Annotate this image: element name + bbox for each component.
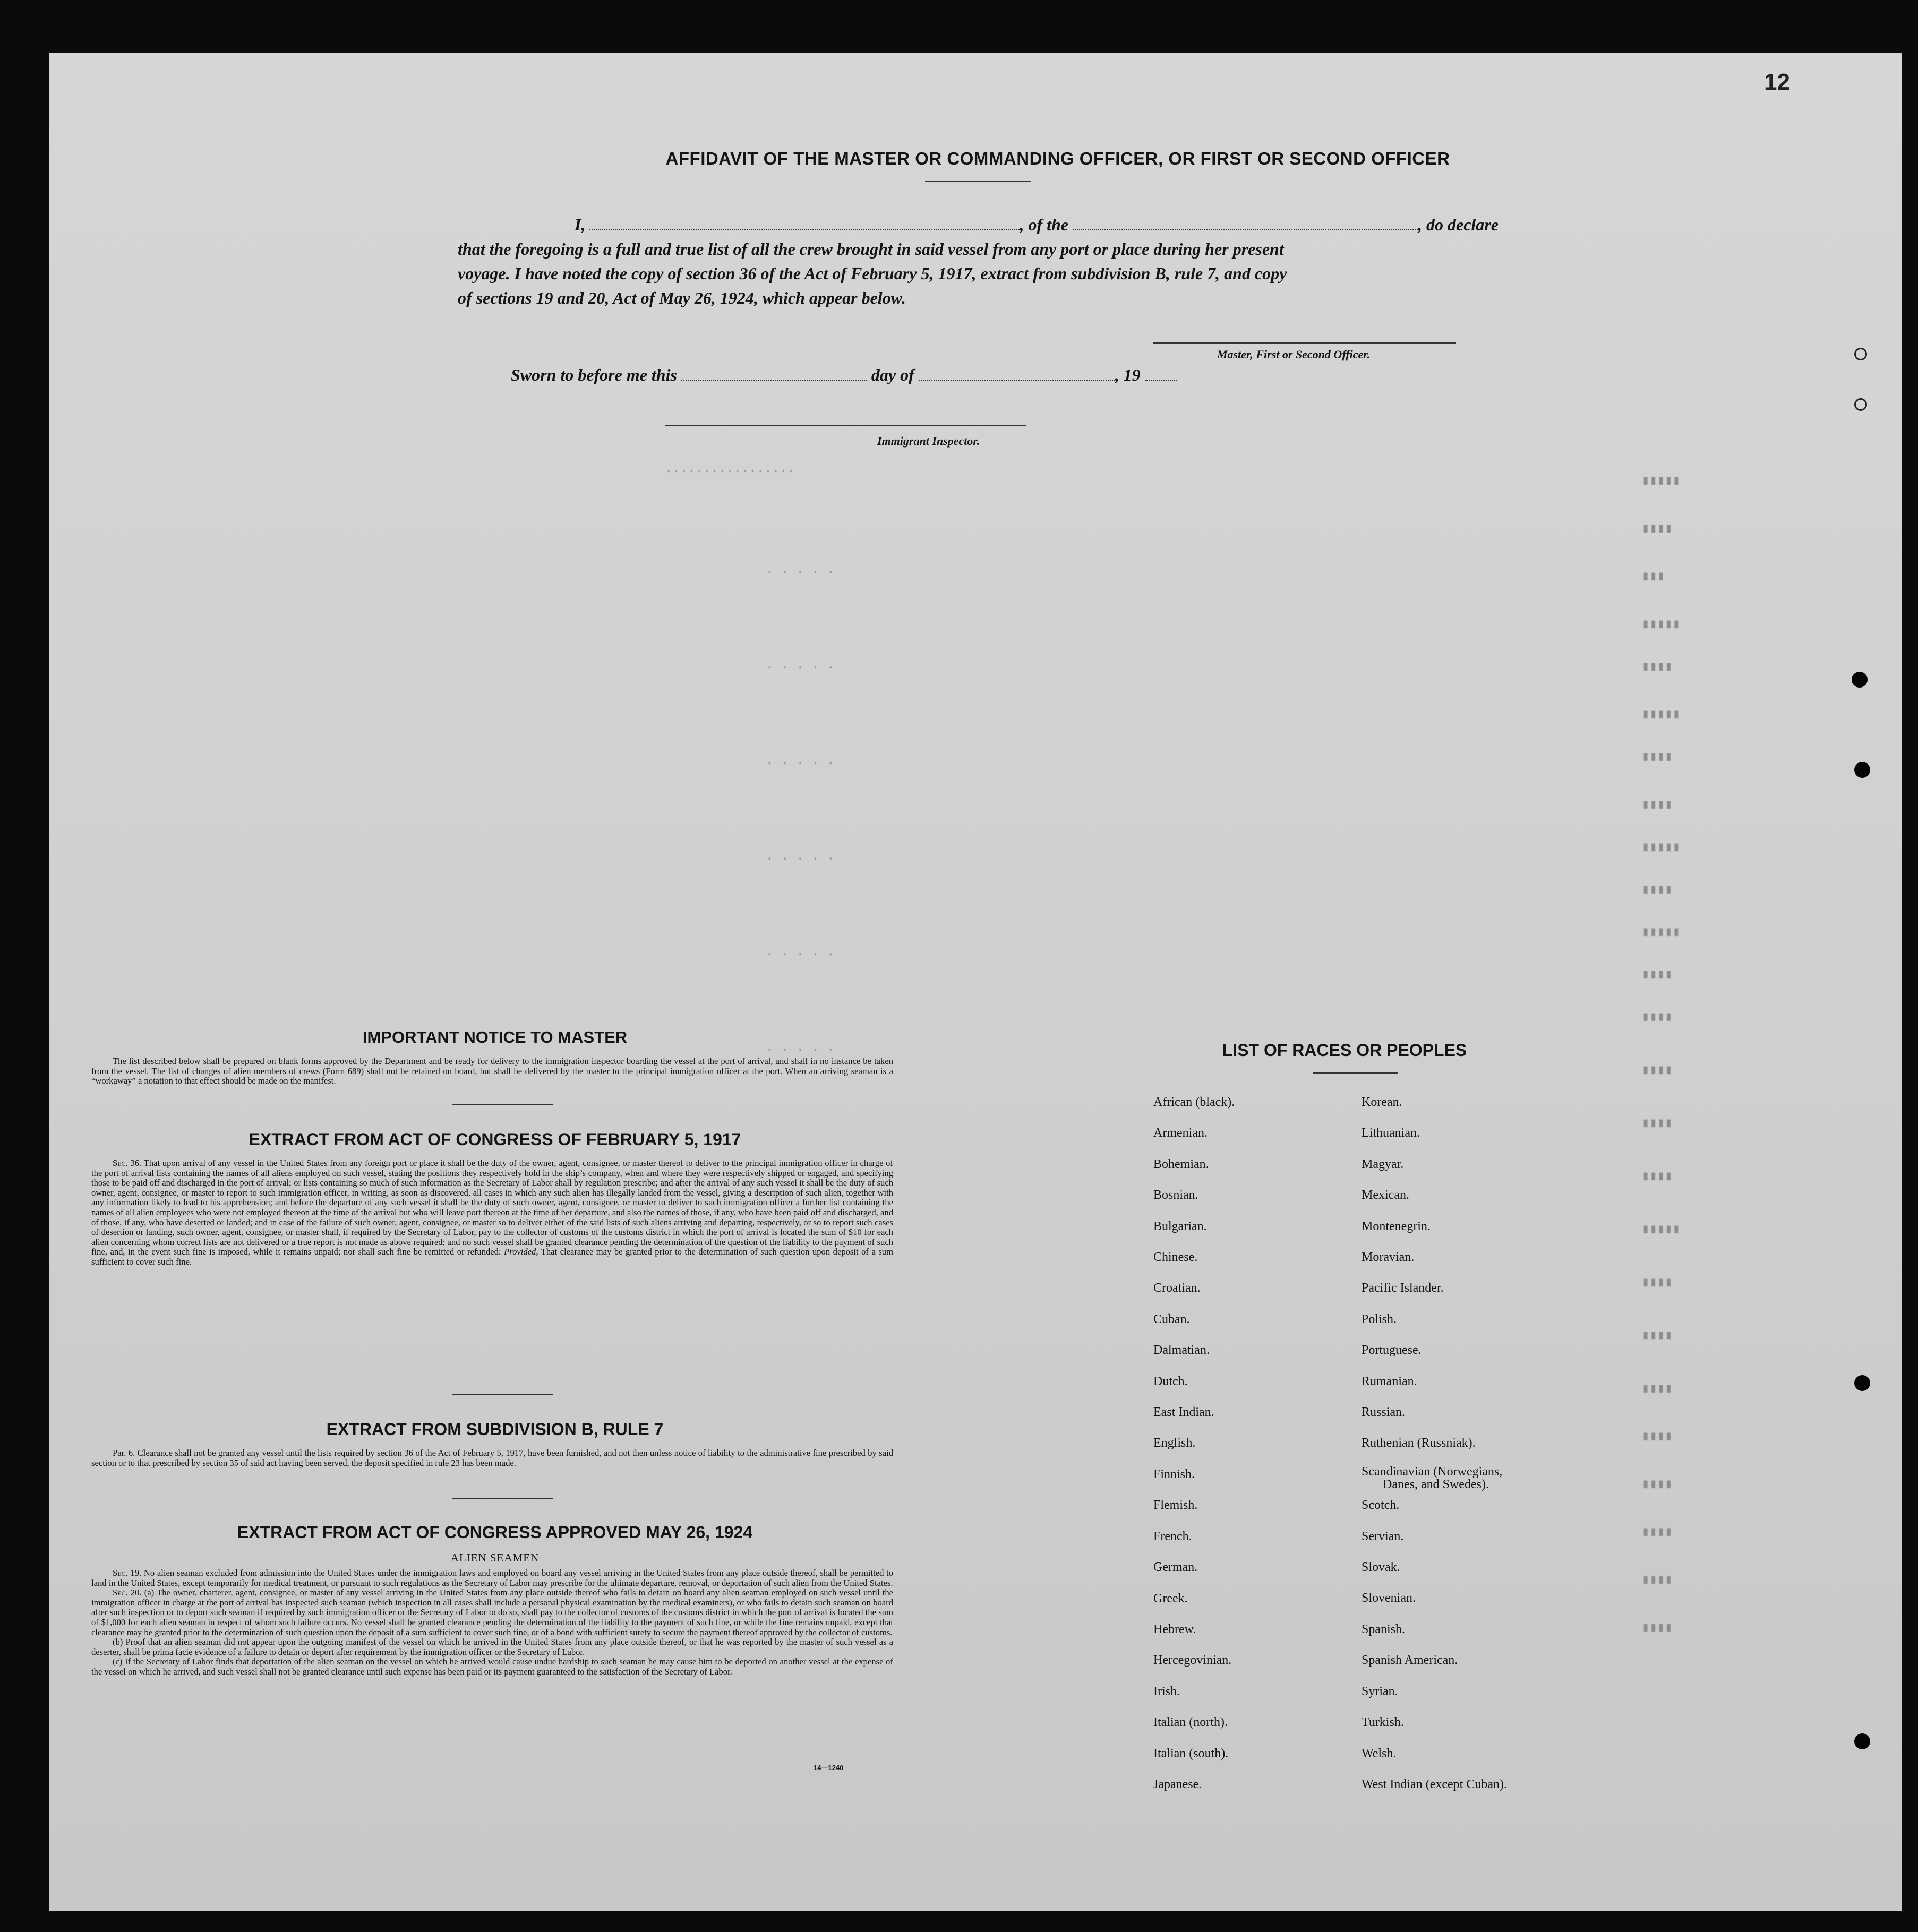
master-signature-line[interactable] [1153,342,1456,344]
race-item: Mexican. [1362,1188,1409,1203]
race-item: Finnish. [1153,1467,1195,1481]
sec19-paragraph [91,1568,893,1588]
race-item: Japanese. [1153,1777,1202,1791]
notice-text: The list described below shall be prepared on blank forms approved by the Department and be ready for delivery to the immigration inspector boarding the vessel at the port of arrival, and shall in no instance be taken from the vessel. The list of changes of alien members of crews (Form 689) shall not be retained on board, but shall be delivered by the master to the principal immigration officer at the port. When an arriving seaman is a “workaway” a notation to that effect should be made on the manifest. [91,1056,893,1086]
race-item: Italian (north). [1153,1715,1228,1730]
extract-1917-text [91,1158,893,1267]
race-item: Bosnian. [1153,1188,1198,1203]
race-item: German. [1153,1560,1198,1575]
declaration-of-the: , of the [1020,215,1068,234]
race-item: Turkish. [1362,1715,1404,1730]
race-item: Hebrew. [1153,1622,1196,1636]
page-number-corner: 12 [1764,69,1790,95]
sworn-year-prefix: , 19 [1115,365,1141,384]
race-item: Slovak. [1362,1560,1400,1575]
affidavit-title-rule [925,181,1031,182]
declaration-do-declare: , do declare [1418,215,1499,234]
race-item: Bohemian. [1153,1157,1209,1171]
declaration-line-2: that the foregoing is a full and true list of all the crew brought in said vessel from any port or place during her present [458,239,1284,259]
sworn-line [511,363,1307,387]
declaration-line-4: of sections 19 and 20, Act of May 26, 1924, which appear below. [458,288,906,307]
race-scandinavian-cont: Danes, and Swedes). [1383,1477,1489,1491]
affidavit-declaration [458,212,1541,310]
extract-rule7-title: EXTRACT FROM SUBDIVISION B, RULE 7 [326,1420,664,1439]
form-number: 14—1240 [814,1764,844,1772]
master-signature-caption: Master, First or Second Officer. [1217,348,1371,361]
notice-rule [452,1104,553,1105]
race-item: Slovenian. [1362,1591,1416,1605]
extract-1924-title: EXTRACT FROM ACT OF CONGRESS APPROVED MAY 26, 1924 [237,1523,753,1542]
race-item: Lithuanian. [1362,1126,1420,1140]
race-item: Polish. [1362,1312,1397,1326]
race-item: Korean. [1362,1095,1402,1109]
sworn-day-of: day of [871,365,914,384]
race-item: Scotch. [1362,1498,1400,1513]
race-item: Dutch. [1153,1374,1188,1388]
race-item [1362,1459,1648,1490]
notice-title: IMPORTANT NOTICE TO MASTER [362,1028,628,1046]
sec20a-paragraph [91,1588,893,1637]
races-right-column [1362,1087,1648,1800]
race-scandinavian: Scandinavian (Norwegians, [1362,1464,1503,1479]
race-item: Cuban. [1153,1312,1190,1326]
inspector-caption: Immigrant Inspector. [877,434,980,448]
race-item: Irish. [1153,1684,1180,1698]
race-item: Spanish American. [1362,1653,1458,1668]
race-item: Welsh. [1362,1746,1397,1761]
race-item: Ruthenian (Russniak). [1362,1436,1476,1450]
binder-hole-ring [1854,398,1867,411]
sec20-label: Sec. 20. [113,1587,142,1598]
sec36-proviso: That clearance may be granted prior to the determination of such question upon deposit of a sum sufficient to cover such fine. [91,1247,893,1267]
race-item: Montenegrin. [1362,1219,1431,1233]
binder-hole-ring [1854,348,1867,360]
race-item: Pacific Islander. [1362,1281,1444,1295]
race-item: Spanish. [1362,1622,1406,1636]
race-item: Hercegovinian. [1153,1653,1232,1668]
sec20b-paragraph: (b) Proof that an alien seaman did not appear upon the outgoing manifest of the vessel on which he arrived in the United States from any place outside thereof, or that he was reported by the master of such vessel as a deserter, shall be prima facie evidence of a failure to detain or deport after requirement by the immigration officer or the Secretary of Labor. [91,1637,893,1657]
inspector-signature-line[interactable] [665,425,1026,426]
sec19-label: Sec. 19. [113,1568,142,1578]
race-item: Servian. [1362,1529,1404,1543]
sec20a-body: (a) The owner, charterer, agent, consignee, or master of any vessel arriving in the United States from any place outside thereof who fails to detain on board any alien seaman employed on such vessel until the immigration officer in charge at the port of arrival has inspected such seaman (which inspection in all cases shall include a personal physical examination by the medical examiners), or who fails to detain such seaman on board after such inspection or to deport such seaman if required by such immigration officer or the Secretary of Labor to do so, shall pay to the collector of customs of the customs district in which the port of arrival is located the sum of $1,000 for each alien seaman in respect of whom such failure occurs. No vessel shall be granted clearance pending the determination of the liability to the payment of such fine, or while the fine remains unpaid, except that clearance may be granted prior to the determination of such question upon the deposit of a sum sufficient to cover such fine, or of a bond with sufficient surety to secure the payment thereof approved by the collector of customs. [91,1587,893,1637]
race-item: Bulgarian. [1153,1219,1207,1233]
sworn-year-blank[interactable] [1145,369,1177,381]
sec36-proviso-label: Provided, [504,1247,538,1257]
binder-hole [1854,1733,1870,1749]
sworn-text: Sworn to before me this [511,365,677,384]
race-item: Rumanian. [1362,1374,1417,1388]
sec36-body: That upon arrival of any vessel in the United States from any foreign port or place it shall be the duty of the owner, agent, consignee, or master thereof to deliver to the principal immigration officer in charge of the port of arrival lists containing the names of all aliens employed on such vessel, stating the positions they respectively hold in the ship’s company, when and where they were respectively shipped or engaged, and specifying those to be paid off and discharged in the port of arrival; or lists containing so much of such information as the Secretary of Labor shall by regulation prescribe; and after the arrival of any such vessel it shall be the duty of such owner, agent, consignee, or master to report to such immigration officer, in writing, as soon as discovered, all cases in which any such alien has illegally landed from the vessel, giving a description of such alien, together with any information likely to lead to his apprehension; and before the departure of any such vessel it shall be the duty of such owner, agent, consignee, or master to deliver to such immigration officer a further list containing the names of all alien employees who were not employed thereon at the time of the arrival but who will leave port thereon at the time of her departure, and also the names of those, if any, who have been paid off and discharged, and of those, if any, who have deserted or landed; and in case of the failure of such owner, agent, consignee, or master so to deliver either of the said lists of such aliens arriving and departing, respectively, or so to report such cases of desertion or landing, such owner, agent, consignee, or master shall, if required by the Secretary of Labor, pay to the collector of customs of the customs district in which the port of arrival is located the sum of $10 for each alien concerning whom correct lists are not delivered or a true report is not made as above required; and no such vessel shall be granted clearance pending the determination of the question of the liability to the payment of such fine, and, in the event such fine is imposed, while it remains unpaid; nor shall such fine be remitted or refunded: [91,1158,894,1257]
sec36-label: Sec. 36. [113,1158,142,1168]
sec20c-paragraph: (c) If the Secretary of Labor finds that deportation of the alien seaman on the vessel on which he arrived would cause undue hardship to such seaman he may cause him to be deported on another vessel at the expense of the vessel on which he arrived, and such vessel shall not be granted clearance until such expense has been paid or its payment guaranteed to the satisfaction of the Secretary of Labor. [91,1656,893,1677]
race-item: Italian (south). [1153,1746,1229,1761]
sworn-day-blank[interactable] [681,369,867,381]
binder-hole [1854,762,1870,778]
races-title: LIST OF RACES OR PEOPLES [1222,1041,1467,1060]
race-item: Flemish. [1153,1498,1198,1513]
race-item: Syrian. [1362,1684,1398,1698]
declaration-line-3: voyage. I have noted the copy of section 36 of the Act of February 5, 1917, extract from subdivision B, rule 7, and copy [458,264,1287,283]
extract-rule7-text: Par. 6. Clearance shall not be granted any vessel until the lists required by section 36 of the Act of February 5, 1917, have been furnished, and not then unless notice of liability to the administrative fine prescribed by said section or to that prescribed by section 35 of said act having been served, the deposit specified in rule 23 has been made. [91,1448,893,1468]
race-item: Chinese. [1153,1250,1198,1265]
declaration-i: I, [575,215,586,234]
race-item: West Indian (except Cuban). [1362,1777,1507,1791]
extract-1924-text [91,1568,893,1677]
race-item: Moravian. [1362,1250,1415,1265]
race-item: French. [1153,1529,1192,1543]
binder-hole [1852,672,1868,688]
race-item: East Indian. [1153,1405,1214,1420]
binder-hole [1854,1375,1870,1391]
sec19-body: No alien seaman excluded from admission into the United States under the immigration laws and employed on board any vessel arriving in the United States from any place outside thereof, shall be permitted to land in the United States, except temporarily for medical treatment, or pursuant to such regulations as the Secretary of Labor may prescribe for the ultimate departure, removal, or deportation of such alien from the United States. [91,1568,893,1588]
name-blank[interactable] [589,219,1020,230]
alien-seamen-subtitle: ALIEN SEAMEN [450,1551,540,1564]
race-item: African (black). [1153,1095,1235,1109]
vessel-blank[interactable] [1073,219,1418,230]
races-left-column [1153,1087,1355,1800]
declaration-line-1 [458,212,1541,237]
affidavit-title: AFFIDAVIT OF THE MASTER OR COMMANDING OFFICER, OR FIRST OR SECOND OFFICER [665,149,1450,168]
race-item: Magyar. [1362,1157,1404,1171]
extract-1917-rule [452,1394,553,1395]
race-item: Croatian. [1153,1281,1201,1295]
document-page: ................. ▮▮▮▮▮ ▮▮▮▮ ▮▮▮ ▮▮▮▮▮ ▮▮▮▮ ▮▮▮▮▮ ▮▮▮▮ ▮▮▮▮ ▮▮▮▮▮ ▮▮▮▮ ▮▮▮▮▮ ▮▮▮▮ ▮▮▮▮ ▮▮▮▮ ▮▮▮▮ ▮▮▮▮ ▮▮▮▮▮ ▮▮▮▮ ▮▮▮▮ ▮▮▮▮ ▮▮▮▮ ▮▮▮▮ ▮▮▮▮ ▮▮▮▮ ▮▮▮▮ . . . . . . . . . . . . . . . . . . . . . . . . . . . . . . 12 AFFIDAVIT OF THE MASTER OR COMMANDING OFFICER, OR FIRST OR SECOND OFFICER I, , of the , do declare that the foregoing is a full and true list of all the crew brought in said vessel from any port or place during her present voyage. I have noted the copy of section 36 of the Act of February 5, 1917, extract from subdivision B, rule 7, and copy of sections 19 and 20, Act of May 26, 1924, which appear below. Master, First or Second Officer. Sworn to before me this day of , 19 Immigrant Inspector. IMPORTANT NOTICE TO MASTER The list described below shall be prepared on blank forms approved by the Department and be ready for delivery to the immigration inspector boarding the vessel at the port of arrival, and shall in no instance be taken from the vessel. The list of changes of alien members of crews (Form 689) shall not be retained on board, but shall be delivered by the master to the principal immigration officer at the port. When an arriving seaman is a “workaway” a notation to that effect should be made on the manifest. EXTRACT FROM ACT OF CONGRESS OF FEBRUARY 5, 1917 Sec. 36. That upon arrival of any vessel in the United States from any foreign port or place it shall be the duty of the owner, agent, consignee, or master thereof to deliver to the principal immigration officer in charge of the port of arrival lists containing the names of all aliens employed on such vessel, stating the positions they respectively hold in the ship’s company, when and where they were respectively shipped or engaged, and specifying those to be paid off and discharged in the port of arrival; or lists containing so much of such information as the Secretary of Labor shall by regulation prescribe; and after the arrival of any such vessel it shall be the duty of such owner, agent, consignee, or master to report to such immigration officer, in writing, as soon as discovered, all cases in which any such alien has illegally landed from the vessel, giving a description of such alien, together with any information likely to lead to his apprehension; and before the departure of any such vessel it shall be the duty of such owner, agent, consignee, or master to deliver to such immigration officer a further list containing the names of all alien employees who were not employed thereon at the time of the arrival but who will leave port thereon at the time of her departure, and also the names of those, if any, who have been paid off and discharged, and of those, if any, who have deserted or landed; and in case of the failure of such owner, agent, consignee, or master so to deliver either of the said lists of such aliens arriving and departing, respectively, or so to report such cases of desertion or landing, such owner, agent, consignee, or master shall, if required by the Secretary of Labor, pay to the collector of customs of the customs district in which the port of arrival is located the sum of $10 for each alien concerning whom correct lists are not delivered or a true report is not made as above required; and no such vessel shall be granted clearance pending the determination of the question of the liability to the payment of such fine, and, in the event such fine is imposed, while it remains unpaid; nor shall such fine be remitted or refunded: Provided, That clearance may be granted prior to the determination of such question upon deposit of a sum sufficient to cover such fine. EXTRACT FROM SUBDIVISION B, RULE 7 Par. 6. Clearance shall not be granted any vessel until the lists required by section 36 of the Act of February 5, 1917, have been furnished, and not then unless notice of liability to the administrative fine prescribed by said section or to that prescribed by section 35 of said act having been served, the deposit specified in rule 23 has been made. EXTRACT FROM ACT OF CONGRESS APPROVED MAY 26, 1924 ALIEN SEAMEN Sec. 19. No alien seaman excluded from admission into the United States under the immigration laws and employed on board any vessel arriving in the United States from any place outside thereof, shall be permitted to land in the United States, except temporarily for medical treatment, or pursuant to such regulations as the Secretary of Labor may prescribe for the ultimate departure, removal, or deportation of such alien from the United States. Sec. 20. (a) The owner, charterer, agent, consignee, or master of any vessel arriving in the United States from any place outside thereof who fails to detain on board any alien seaman employed on such vessel until the immigration officer in charge at the port of arrival has inspected such seaman (which inspection in all cases shall include a personal physical examination by the medical examiners), or who fails to detain such seaman on board after such inspection or to deport such seaman if required by such immigration officer or the Secretary of Labor to do so, shall pay to the collector of customs of the customs district in which the port of arrival is located the sum of $1,000 for each alien seaman in respect of whom such failure occurs. No vessel shall be granted clearance pending the determination of the liability to the payment of such fine, or while the fine remains unpaid, except that clearance may be granted prior to the determination of such question upon the deposit of a sum sufficient to cover such fine, or of a bond with sufficient surety to secure the payment thereof approved by the collector of customs. (b) Proof that an alien seaman did not appear upon the outgoing manifest of the vessel on which he arrived in the United States from any place outside thereof, or that he was reported by the master of such vessel as a deserter, shall be prima facie evidence of a failure to detain or deport after requirement by the immigration officer or the Secretary of Labor. (c) If the Secretary of Labor finds that deportation of the alien seaman on the vessel on which he arrived would cause undue hardship to such seaman he may cause him to be deported on another vessel at the expense of the vessel on which he arrived, and such vessel shall not be granted clearance until such expense has been paid or its payment guaranteed to the satisfaction of the Secretary of Labor. 14—1240 LIST OF RACES OR PEOPLES African (black). Armenian. Bohemian. Bosnian. Bulgarian. Chinese. Croatian. Cuban. Dalmatian. Dutch. East Indian. English. Finnish. Flemish. French. German. Greek. Hebrew. Hercegovinian. Irish. Italian (north). Italian (south). Japanese. Korean. Lithuanian. Magyar. Mexican. Montenegrin. Moravian. Pacific Islander. Polish. Portuguese. Rumanian. Russian. Ruthenian (Russniak). Scandinavian (Norwegians, Danes, and Swedes). Scotch. Servian. Slovak. Slovenian. Spanish. Spanish American. Syrian. Turkish. Welsh. West Indian (except Cuban). [49,53,1902,1911]
extract-rule7-rule [452,1498,553,1499]
races-title-rule [1313,1072,1398,1074]
race-item: Portuguese. [1362,1343,1422,1358]
race-item: Dalmatian. [1153,1343,1210,1358]
sworn-month-blank[interactable] [919,369,1115,381]
race-item: English. [1153,1436,1196,1450]
race-item: Russian. [1362,1405,1406,1420]
extract-1917-title: EXTRACT FROM ACT OF CONGRESS OF FEBRUARY 5, 1917 [249,1130,741,1149]
race-item: Greek. [1153,1591,1188,1605]
race-item: Armenian. [1153,1126,1208,1140]
